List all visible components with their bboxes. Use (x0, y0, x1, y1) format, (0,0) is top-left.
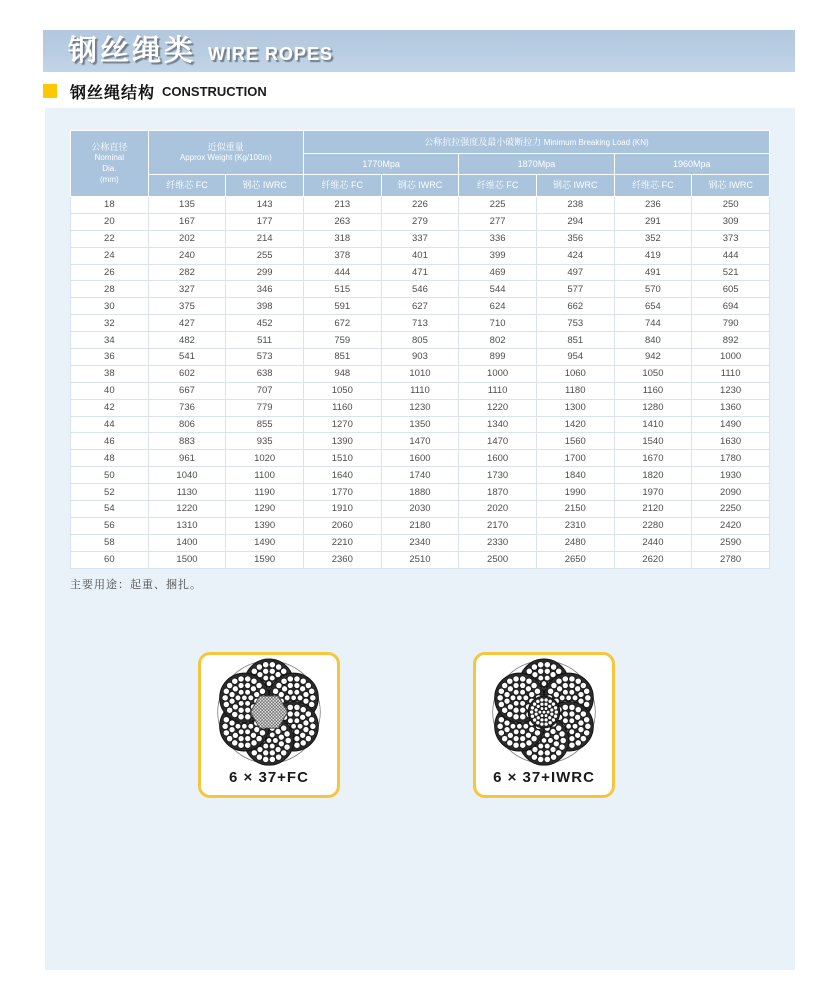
table-cell: 32 (71, 315, 149, 332)
table-row (71, 365, 770, 382)
table-cell: 378 (303, 247, 381, 264)
table-cell: 399 (459, 247, 537, 264)
table-cell: 948 (303, 365, 381, 382)
table-cell: 1990 (536, 484, 614, 501)
approx-weight-en: Approx Weight (Kg/100m) (179, 153, 272, 163)
table-cell: 1160 (303, 399, 381, 416)
table-cell: 1130 (148, 484, 226, 501)
table-cell: 954 (536, 349, 614, 366)
table-cell: 226 (381, 197, 459, 214)
table-cell: 401 (381, 247, 459, 264)
table-cell: 1110 (692, 365, 770, 382)
table-cell: 802 (459, 332, 537, 349)
table-cell: 753 (536, 315, 614, 332)
table-cell: 214 (226, 230, 304, 247)
table-cell: 1300 (536, 399, 614, 416)
table-cell: 1670 (614, 450, 692, 467)
table-cell: 2340 (381, 534, 459, 551)
diagram-label-fc: 6 × 37+FC (229, 769, 309, 786)
table-cell: 1490 (692, 416, 770, 433)
table-cell: 779 (226, 399, 304, 416)
table-cell: 759 (303, 332, 381, 349)
table-cell: 1880 (381, 484, 459, 501)
table-cell: 352 (614, 230, 692, 247)
col-header-1870mpa: 1870Mpa (459, 154, 614, 175)
wire-rope-spec-table (70, 130, 770, 569)
table-row (71, 433, 770, 450)
table-cell: 2480 (536, 534, 614, 551)
table-cell: 1410 (614, 416, 692, 433)
table-cell: 638 (226, 365, 304, 382)
table-cell: 654 (614, 298, 692, 315)
table-cell: 299 (226, 264, 304, 281)
table-cell: 672 (303, 315, 381, 332)
table-cell: 44 (71, 416, 149, 433)
table-cell: 40 (71, 382, 149, 399)
table-cell: 2020 (459, 501, 537, 518)
table-cell: 1640 (303, 467, 381, 484)
table-cell: 225 (459, 197, 537, 214)
page-header-bar (43, 30, 795, 72)
col-header-iwrc: 钢芯 IWRC (692, 175, 770, 197)
table-cell: 1040 (148, 467, 226, 484)
usage-note: 主要用途：起重、捆扎。 (70, 579, 202, 591)
table-row (71, 349, 770, 366)
table-cell: 30 (71, 298, 149, 315)
table-cell: 1870 (459, 484, 537, 501)
table-cell: 1470 (459, 433, 537, 450)
table-cell: 167 (148, 213, 226, 230)
table-cell: 143 (226, 197, 304, 214)
table-cell: 1600 (381, 450, 459, 467)
table-row (71, 484, 770, 501)
table-cell: 1020 (226, 450, 304, 467)
table-row (71, 197, 770, 214)
diagram-card-fc (198, 652, 340, 798)
table-row (71, 382, 770, 399)
table-cell: 135 (148, 197, 226, 214)
col-header-fc: 纤维芯 FC (148, 175, 226, 197)
table-cell: 1280 (614, 399, 692, 416)
col-header-nominal-dia (71, 131, 149, 197)
table-cell: 1060 (536, 365, 614, 382)
table-cell: 1230 (692, 382, 770, 399)
table-cell: 707 (226, 382, 304, 399)
nominal-dia-cn: 公称直径 (91, 142, 128, 153)
table-cell: 1220 (459, 399, 537, 416)
table-cell: 1780 (692, 450, 770, 467)
nominal-dia-en1: Nominal (94, 153, 124, 163)
table-cell: 213 (303, 197, 381, 214)
section-header (43, 81, 267, 101)
col-header-iwrc: 钢芯 IWRC (381, 175, 459, 197)
table-cell: 1400 (148, 534, 226, 551)
table-cell: 2650 (536, 551, 614, 568)
table-cell: 250 (692, 197, 770, 214)
table-cell: 1490 (226, 534, 304, 551)
table-cell: 2030 (381, 501, 459, 518)
table-cell: 1700 (536, 450, 614, 467)
nominal-dia-unit: (mm) (100, 174, 119, 184)
page-title-en: WIRE ROPES (208, 44, 334, 64)
section-title-cn: 钢丝绳结构 (70, 84, 156, 102)
table-cell: 282 (148, 264, 226, 281)
table-cell: 20 (71, 213, 149, 230)
table-cell: 279 (381, 213, 459, 230)
table-cell: 1600 (459, 450, 537, 467)
table-cell: 840 (614, 332, 692, 349)
table-cell: 515 (303, 281, 381, 298)
table-cell: 2360 (303, 551, 381, 568)
table-cell: 667 (148, 382, 226, 399)
table-cell: 444 (303, 264, 381, 281)
table-cell: 309 (692, 213, 770, 230)
table-cell: 38 (71, 365, 149, 382)
table-cell: 2150 (536, 501, 614, 518)
table-cell: 2180 (381, 517, 459, 534)
table-cell: 337 (381, 230, 459, 247)
table-cell: 60 (71, 551, 149, 568)
table-cell: 1770 (303, 484, 381, 501)
table-cell: 1220 (148, 501, 226, 518)
table-cell: 22 (71, 230, 149, 247)
col-header-approx-weight (148, 131, 303, 175)
table-cell: 2280 (614, 517, 692, 534)
table-cell: 855 (226, 416, 304, 433)
table-cell: 1910 (303, 501, 381, 518)
col-header-fc: 纤维芯 FC (614, 175, 692, 197)
table-cell: 710 (459, 315, 537, 332)
table-row (71, 315, 770, 332)
table-cell: 1560 (536, 433, 614, 450)
table-cell: 1010 (381, 365, 459, 382)
table-cell: 1390 (303, 433, 381, 450)
col-header-fc: 纤维芯 FC (459, 175, 537, 197)
table-cell: 1350 (381, 416, 459, 433)
table-cell: 56 (71, 517, 149, 534)
table-cell: 544 (459, 281, 537, 298)
table-cell: 1000 (459, 365, 537, 382)
table-cell: 1590 (226, 551, 304, 568)
table-cell: 883 (148, 433, 226, 450)
table-cell: 1190 (226, 484, 304, 501)
table-cell: 18 (71, 197, 149, 214)
table-row (71, 450, 770, 467)
approx-weight-cn: 近似重量 (207, 142, 244, 153)
nominal-dia-en2: Dia. (102, 164, 117, 174)
table-cell: 497 (536, 264, 614, 281)
table-cell: 424 (536, 247, 614, 264)
table-cell: 42 (71, 399, 149, 416)
table-cell: 2780 (692, 551, 770, 568)
table-header (71, 131, 770, 197)
table-cell: 263 (303, 213, 381, 230)
table-cell: 1420 (536, 416, 614, 433)
table-cell: 236 (614, 197, 692, 214)
table-cell: 624 (459, 298, 537, 315)
table-cell: 736 (148, 399, 226, 416)
table-cell: 48 (71, 450, 149, 467)
breaking-load-en: Minimum Breaking Load (KN) (543, 137, 649, 147)
table-cell: 452 (226, 315, 304, 332)
table-cell: 1930 (692, 467, 770, 484)
table-cell: 375 (148, 298, 226, 315)
breaking-load-cn: 公称抗拉强度及最小破断拉力 (424, 136, 542, 147)
diagram-label-iwrc: 6 × 37+IWRC (493, 769, 595, 786)
table-cell: 419 (614, 247, 692, 264)
table-cell: 935 (226, 433, 304, 450)
table-row (71, 534, 770, 551)
table-cell: 2170 (459, 517, 537, 534)
table-cell: 1110 (381, 382, 459, 399)
table-cell: 26 (71, 264, 149, 281)
table-cell: 469 (459, 264, 537, 281)
table-cell: 2090 (692, 484, 770, 501)
table-cell: 277 (459, 213, 537, 230)
table-cell: 892 (692, 332, 770, 349)
table-row (71, 332, 770, 349)
table-cell: 2500 (459, 551, 537, 568)
table-cell: 1050 (614, 365, 692, 382)
table-cell: 1050 (303, 382, 381, 399)
table-cell: 50 (71, 467, 149, 484)
table-cell: 1730 (459, 467, 537, 484)
col-header-iwrc: 钢芯 IWRC (536, 175, 614, 197)
table-cell: 52 (71, 484, 149, 501)
table-cell: 1470 (381, 433, 459, 450)
table-cell: 2120 (614, 501, 692, 518)
table-row (71, 247, 770, 264)
table-cell: 28 (71, 281, 149, 298)
table-cell: 1840 (536, 467, 614, 484)
diagram-card-iwrc (473, 652, 615, 798)
table-cell: 744 (614, 315, 692, 332)
table-cell: 627 (381, 298, 459, 315)
table-cell: 605 (692, 281, 770, 298)
table-cell: 899 (459, 349, 537, 366)
table-cell: 36 (71, 349, 149, 366)
table-cell: 851 (536, 332, 614, 349)
table-cell: 291 (614, 213, 692, 230)
table-row (71, 264, 770, 281)
table-cell: 2420 (692, 517, 770, 534)
table-row (71, 501, 770, 518)
table-cell: 546 (381, 281, 459, 298)
table-cell: 2590 (692, 534, 770, 551)
col-header-breaking-load (303, 131, 769, 154)
section-title-en: CONSTRUCTION (162, 83, 267, 99)
table-cell: 602 (148, 365, 226, 382)
table-cell: 1160 (614, 382, 692, 399)
table-row (71, 416, 770, 433)
table-cell: 491 (614, 264, 692, 281)
table-cell: 373 (692, 230, 770, 247)
table-cell: 336 (459, 230, 537, 247)
table-cell: 482 (148, 332, 226, 349)
table-cell: 2510 (381, 551, 459, 568)
table-cell: 1290 (226, 501, 304, 518)
table-cell: 2440 (614, 534, 692, 551)
table-cell: 541 (148, 349, 226, 366)
table-cell: 2620 (614, 551, 692, 568)
table-cell: 240 (148, 247, 226, 264)
table-row (71, 517, 770, 534)
table-cell: 577 (536, 281, 614, 298)
wire-rope-cross-section-fc-icon (212, 658, 326, 768)
table-cell: 1500 (148, 551, 226, 568)
col-header-iwrc: 钢芯 IWRC (226, 175, 304, 197)
table-cell: 1510 (303, 450, 381, 467)
table-cell: 2310 (536, 517, 614, 534)
table-cell: 54 (71, 501, 149, 518)
table-cell: 1270 (303, 416, 381, 433)
table-cell: 24 (71, 247, 149, 264)
table-row (71, 399, 770, 416)
table-cell: 961 (148, 450, 226, 467)
table-cell: 805 (381, 332, 459, 349)
page-title-cn: 钢丝绳类 (68, 35, 197, 67)
table-cell: 1100 (226, 467, 304, 484)
table-cell: 356 (536, 230, 614, 247)
table-cell: 471 (381, 264, 459, 281)
table-cell: 294 (536, 213, 614, 230)
table-cell: 591 (303, 298, 381, 315)
table-cell: 346 (226, 281, 304, 298)
table-cell: 1540 (614, 433, 692, 450)
table-cell: 942 (614, 349, 692, 366)
table-cell: 806 (148, 416, 226, 433)
col-header-fc: 纤维芯 FC (303, 175, 381, 197)
table-cell: 1740 (381, 467, 459, 484)
table-cell: 255 (226, 247, 304, 264)
table-cell: 851 (303, 349, 381, 366)
table-cell: 327 (148, 281, 226, 298)
table-cell: 177 (226, 213, 304, 230)
table-cell: 694 (692, 298, 770, 315)
table-cell: 1630 (692, 433, 770, 450)
table-cell: 1310 (148, 517, 226, 534)
table-cell: 662 (536, 298, 614, 315)
table-cell: 34 (71, 332, 149, 349)
table-cell: 1820 (614, 467, 692, 484)
wire-rope-cross-section-iwrc-icon (487, 658, 601, 768)
content-panel (45, 108, 795, 970)
table-cell: 1340 (459, 416, 537, 433)
table-row (71, 551, 770, 568)
table-cell: 318 (303, 230, 381, 247)
table-cell: 521 (692, 264, 770, 281)
table-cell: 570 (614, 281, 692, 298)
table-cell: 2330 (459, 534, 537, 551)
yellow-square-bullet-icon (43, 84, 57, 98)
table-cell: 398 (226, 298, 304, 315)
table-cell: 903 (381, 349, 459, 366)
table-row (71, 298, 770, 315)
table-cell: 2210 (303, 534, 381, 551)
table-cell: 46 (71, 433, 149, 450)
table-cell: 713 (381, 315, 459, 332)
table-cell: 427 (148, 315, 226, 332)
table-cell: 58 (71, 534, 149, 551)
table-row (71, 213, 770, 230)
table-cell: 1360 (692, 399, 770, 416)
table-cell: 1000 (692, 349, 770, 366)
table-cell: 444 (692, 247, 770, 264)
col-header-1960mpa: 1960Mpa (614, 154, 769, 175)
col-header-1770mpa: 1770Mpa (303, 154, 458, 175)
table-cell: 1390 (226, 517, 304, 534)
table-cell: 790 (692, 315, 770, 332)
table-row (71, 230, 770, 247)
table-cell: 1180 (536, 382, 614, 399)
table-cell: 1230 (381, 399, 459, 416)
table-cell: 573 (226, 349, 304, 366)
table-row (71, 467, 770, 484)
table-row (71, 281, 770, 298)
table-cell: 1970 (614, 484, 692, 501)
table-cell: 2250 (692, 501, 770, 518)
table-cell: 1110 (459, 382, 537, 399)
table-cell: 202 (148, 230, 226, 247)
table-cell: 2060 (303, 517, 381, 534)
table-body (71, 197, 770, 569)
table-cell: 238 (536, 197, 614, 214)
table-cell: 511 (226, 332, 304, 349)
